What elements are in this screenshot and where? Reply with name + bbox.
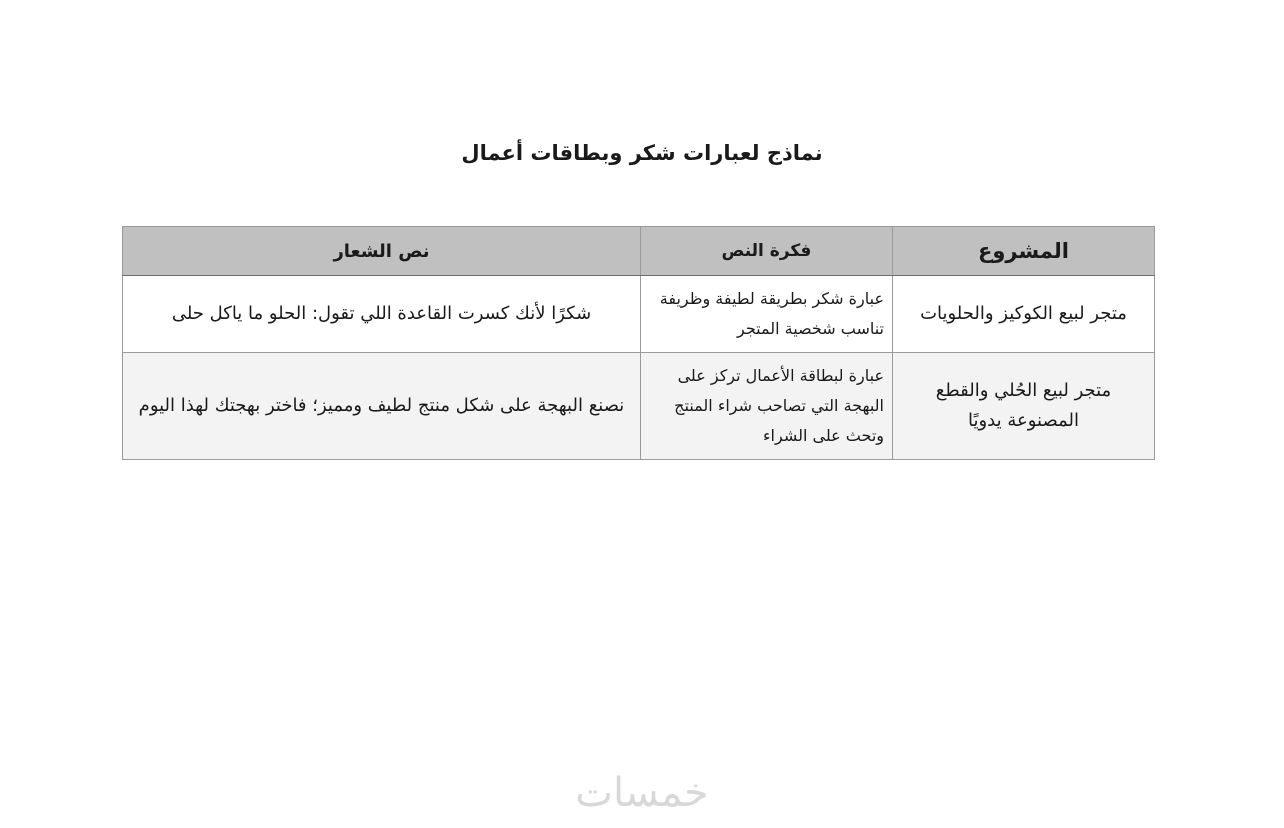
cell-idea: عبارة لبطاقة الأعمال تركز على البهجة التي تصاحب شراء المنتج وتحث على الشراء: [641, 353, 893, 460]
table-header-row: [123, 227, 1155, 276]
header-slogan: نص الشعار: [123, 227, 641, 276]
table-row: [123, 353, 1155, 460]
slogans-table: [122, 226, 1155, 460]
header-project: المشروع: [893, 227, 1155, 276]
cell-idea: عبارة شكر بطريقة لطيفة وظريفة تناسب شخصية المتجر: [641, 276, 893, 353]
table-row: [123, 276, 1155, 353]
cell-project: متجر لبيع الكوكيز والحلويات: [893, 276, 1155, 353]
cell-project: متجر لبيع الحُلي والقطع المصنوعة يدويًا: [893, 353, 1155, 460]
header-idea: فكرة النص: [641, 227, 893, 276]
cell-slogan: نصنع البهجة على شكل منتج لطيف ومميز؛ فاختر بهجتك لهذا اليوم: [123, 353, 641, 460]
page-title: نماذج لعبارات شكر وبطاقات أعمال: [461, 141, 823, 165]
watermark-logo: خمسات: [575, 770, 709, 816]
cell-slogan: شكرًا لأنك كسرت القاعدة اللي تقول: الحلو ما ياكل حلى: [123, 276, 641, 353]
